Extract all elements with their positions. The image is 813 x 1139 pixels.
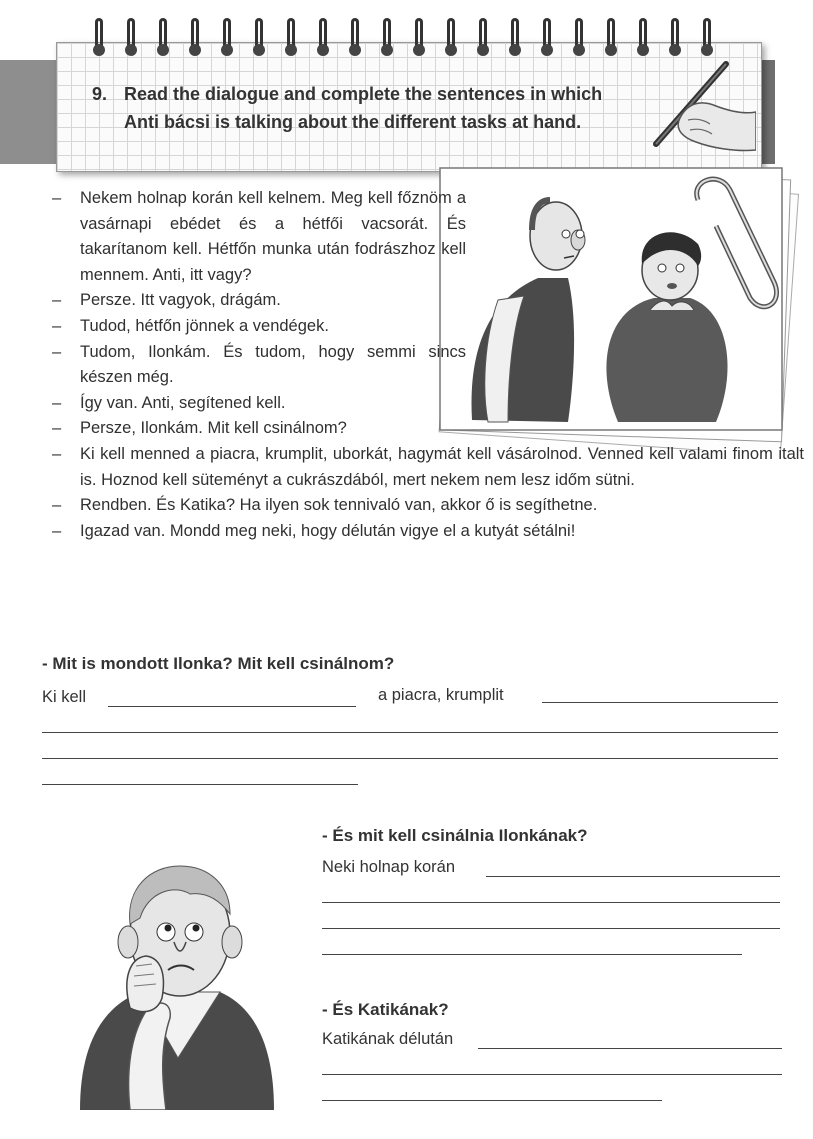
spiral-ring [124,18,138,60]
dialogue-text: Nekem holnap korán kell kelnem. Meg kell főznöm a vasárnapi ebédet és a hétfői vacsorát. És takarítanom kell. Hétfőn munka után fodrászhoz kell mennem. Anti, itt vagy? [80,189,466,284]
thinking-man-illustration [70,858,280,1110]
exercise-number: 9. [92,84,108,104]
spiral-ring [604,18,618,60]
spiral-ring [444,18,458,60]
question-3-heading: - És Katikának? [322,1000,449,1019]
question-1-heading: - Mit is mondott Ilonka? Mit kell csinálnom? [42,654,395,673]
dialogue-line [52,340,466,391]
answer-line[interactable] [322,1074,782,1075]
spiral-ring [540,18,554,60]
spiral-binding [92,18,732,66]
question-3-prompt: Katikának délután [322,1030,454,1048]
dialogue-text: Rendben. És Katika? Ha ilyen sok tennivaló van, akkor ő is segíthetne. [80,496,598,515]
exercise-instruction [92,80,632,136]
question-2-prompt: Neki holnap korán [322,858,455,876]
answer-line[interactable] [322,1100,662,1101]
spiral-ring [220,18,234,60]
dialogue-line [52,493,804,519]
spiral-ring [348,18,362,60]
answer-line[interactable] [478,1048,782,1049]
dialogue-dash: – [52,189,62,207]
dialogue-line [52,288,466,314]
answer-line[interactable] [42,784,358,785]
answer-line[interactable] [542,702,778,703]
question-1-prompt-a: Ki kell [42,688,87,706]
spiral-ring [476,18,490,60]
spiral-ring [668,18,682,60]
exercise-instruction-text: Read the dialogue and complete the sentences in which Anti bácsi is talking about the different tasks at hand. [124,84,603,132]
spiral-ring [700,18,714,60]
answer-line[interactable] [486,876,780,877]
dialogue-dash: – [52,521,62,540]
spiral-ring [572,18,586,60]
dialogue-dash: – [52,496,62,515]
question-1-prompt-b: a piacra, krumplit [378,686,504,704]
spiral-ring [284,18,298,60]
spiral-ring [92,18,106,60]
dialogue-dash: – [52,393,62,412]
dialogue-text: Így van. Anti, segítened kell. [80,393,286,412]
spiral-ring [156,18,170,60]
dialogue-line [52,519,804,545]
answer-line[interactable] [42,732,778,733]
dialogue [52,186,804,544]
dialogue-dash: – [52,342,62,361]
answer-line[interactable] [322,954,742,955]
dialogue-text: Ki kell menned a piacra, krumplit, uborkát, hagymát kell vásárolnod. Venned kell valami finom italt is. Hoznod kell süteményt a cukrászdából, mert nekem nem lesz időm sütni. [80,444,804,489]
spiral-ring [380,18,394,60]
dialogue-text: Persze, Ilonkám. Mit kell csinálnom? [80,419,347,438]
writing-hand-icon [640,58,756,154]
answer-line[interactable] [108,706,356,707]
answer-line[interactable] [322,902,780,903]
spiral-ring [188,18,202,60]
dialogue-dash: – [52,419,62,438]
dialogue-text: Persze. Itt vagyok, drágám. [80,291,281,310]
question-2-heading: - És mit kell csinálnia Ilonkának? [322,826,588,845]
answer-line[interactable] [42,758,778,759]
dialogue-line [52,186,466,288]
dialogue-text: Igazad van. Mondd meg neki, hogy délután vigye el a kutyát sétálni! [80,521,576,540]
spiral-ring [412,18,426,60]
spiral-ring [636,18,650,60]
dialogue-dash: – [52,444,62,463]
dialogue-line [52,391,466,417]
spiral-ring [316,18,330,60]
spiral-ring [252,18,266,60]
dialogue-text: Tudod, hétfőn jönnek a vendégek. [80,316,329,335]
dialogue-line [52,416,466,442]
dialogue-dash: – [52,316,62,335]
dialogue-line [52,314,466,340]
answer-line[interactable] [322,928,780,929]
dialogue-line [52,442,804,493]
dialogue-dash: – [52,291,62,310]
dialogue-text: Tudom, Ilonkám. És tudom, hogy semmi sincs készen még. [80,342,466,387]
spiral-ring [508,18,522,60]
